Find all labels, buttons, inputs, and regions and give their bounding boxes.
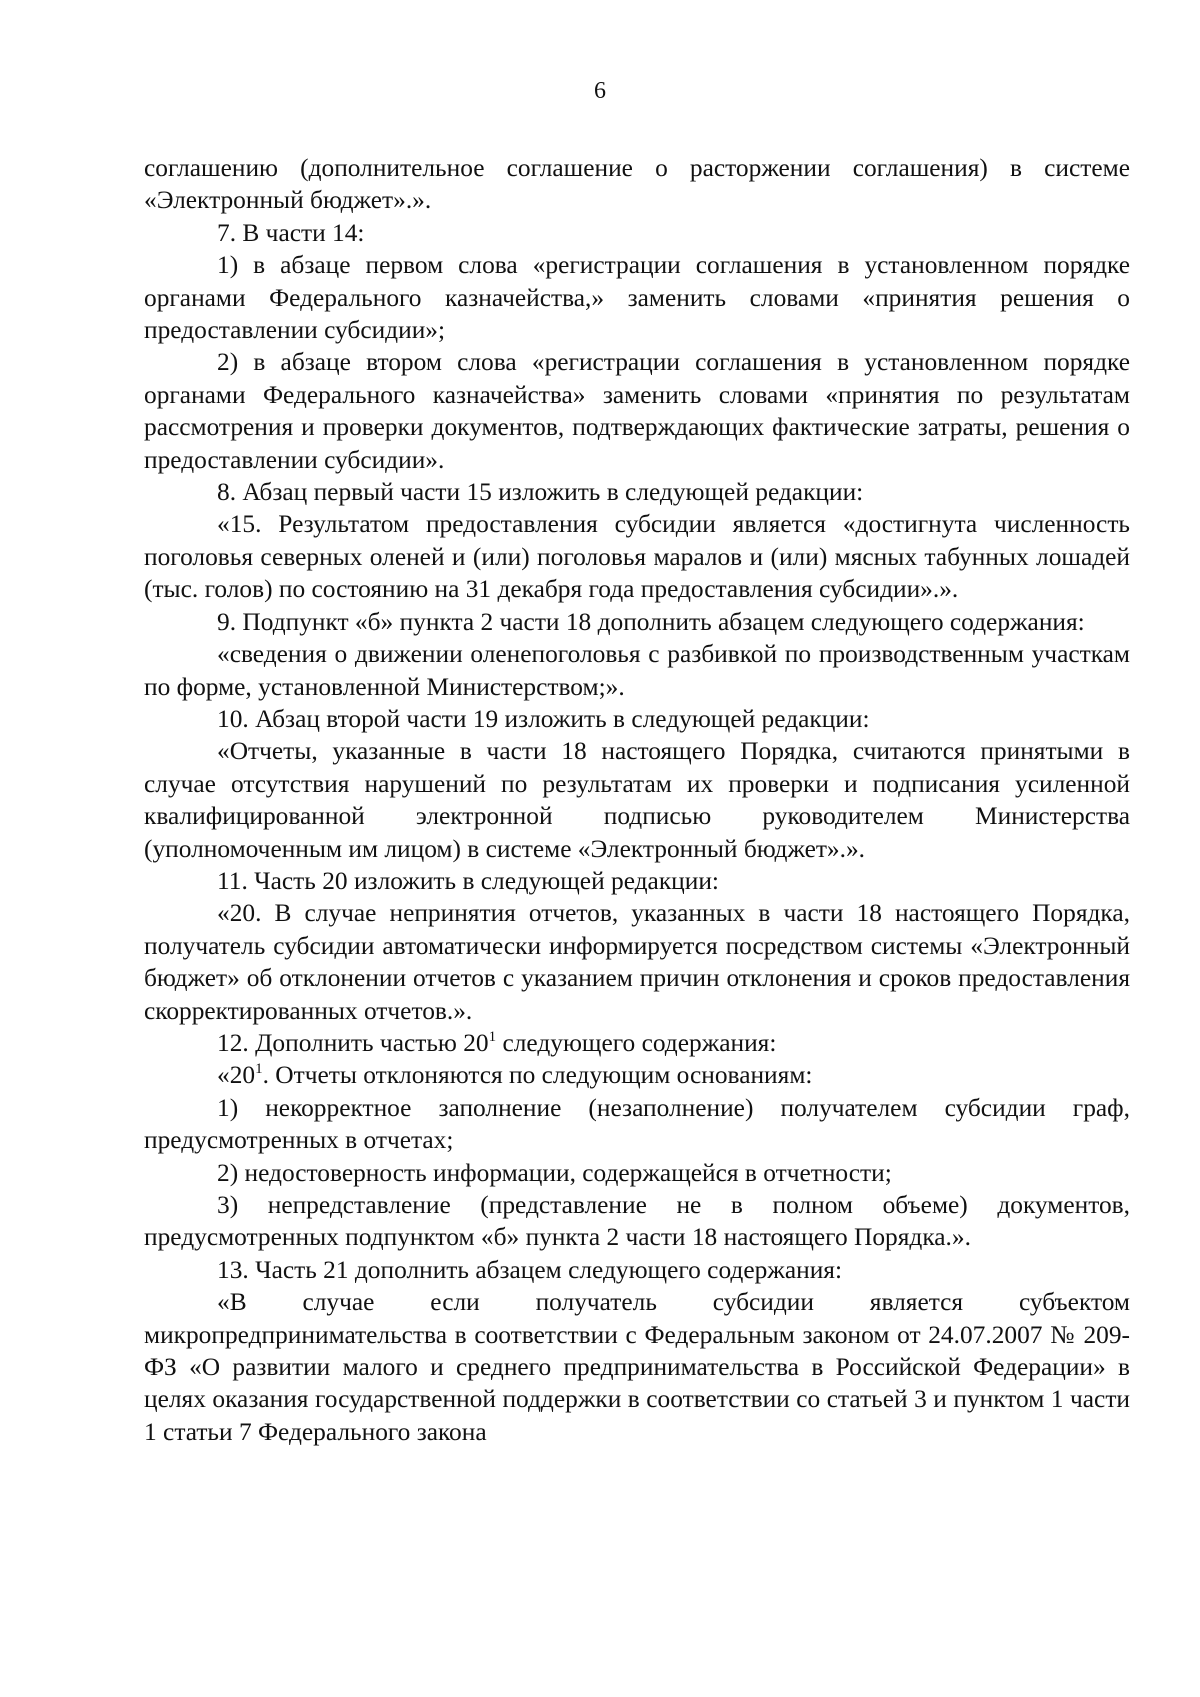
- paragraph-item-8-text: «15. Результатом предоставления субсидии является «достигнута численность поголовья северных оленей и (или) поголовья маралов и (или) мясных табунных лошадей (тыс. голов) по состоянию на 31 декабря года предоставления субсидии».».: [144, 510, 1130, 604]
- paragraph-item-12-before: 12. Дополнить частью 20: [217, 1028, 489, 1057]
- superscript-marker: 1: [255, 1061, 263, 1078]
- paragraph-item-7-1: 1) в абзаце первом слова «регистрации соглашения в установленном порядке органами Федерального казначейства,» заменить словами «принятия решения о предоставлении субсидии»;: [144, 251, 1130, 345]
- paragraph-item-13: 13. Часть 21 дополнить абзацем следующего содержания:: [217, 1255, 843, 1284]
- paragraph-item-12-text-before: «20: [217, 1061, 256, 1090]
- paragraph-item-10-text: «Отчеты, указанные в части 18 настоящего Порядка, считаются принятыми в случае отсутствия нарушений по результатам их проверки и подписания усиленной квалифицированной электронной подписью руководителем Министерства (уполномоченным им лицом) в системе «Электронный бюджет».».: [144, 737, 1130, 863]
- paragraph-item-12-1: 1) некорректное заполнение (незаполнение) получателем субсидии граф, предусмотренных в отчетах;: [144, 1093, 1130, 1155]
- paragraph-item-12: [144, 1027, 1130, 1059]
- paragraph-item-12-text-after: . Отчеты отклоняются по следующим основаниям:: [262, 1061, 813, 1090]
- paragraph-item-11: 11. Часть 20 изложить в следующей редакции:: [217, 866, 719, 895]
- paragraph-item-7-2: 2) в абзаце втором слова «регистрации соглашения в установленном порядке органами Федерального казначейства» заменить словами «принятия по результатам рассмотрения и проверки документов, подтверждающих фактические затраты, решения о предоставлении субсидии».: [144, 348, 1130, 474]
- paragraph-continuation: соглашению (дополнительное соглашение о расторжении соглашения) в системе «Электронный бюджет».».: [144, 154, 1130, 215]
- paragraph-item-9: 9. Подпункт «б» пункта 2 части 18 дополнить абзацем следующего содержания:: [217, 607, 1085, 636]
- paragraph-item-11-text: «20. В случае непринятия отчетов, указанных в части 18 настоящего Порядка, получатель субсидии автоматически информируется посредством системы «Электронный бюджет» об отклонении отчетов с указанием причин отклонения и сроков предоставления скорректированных отчетов.».: [144, 899, 1130, 1025]
- paragraph-item-8: 8. Абзац первый части 15 изложить в следующей редакции:: [217, 478, 864, 507]
- paragraph-item-9-text: «сведения о движении оленепоголовья с разбивкой по производственным участкам по форме, установленной Министерством;».: [144, 640, 1130, 701]
- paragraph-item-13-text: «В случае если получатель субсидии является субъектом микропредпринимательства в соответствии с Федеральным законом от 24.07.2007 № 209-ФЗ «О развитии малого и среднего предпринимательства в Российской Федерации» в целях оказания государственной поддержки в соответствии со статьей 3 и пунктом 1 части 1 статьи 7 Федерального закона: [144, 1288, 1130, 1446]
- paragraph-item-12-3: 3) непредставление (представление не в полном объеме) документов, предусмотренных подпунктом «б» пункта 2 части 18 настоящего Порядка.».: [144, 1191, 1130, 1252]
- paragraph-item-10: 10. Абзац второй части 19 изложить в следующей редакции:: [217, 704, 870, 733]
- page-number: 6: [594, 78, 606, 104]
- document-body: [144, 152, 1130, 1448]
- paragraph-item-12-after: следующего содержания:: [496, 1028, 777, 1057]
- paragraph-item-12-2: 2) недостоверность информации, содержащейся в отчетности;: [217, 1158, 892, 1187]
- paragraph-item-12-text: [144, 1059, 1130, 1091]
- paragraph-item-7: 7. В части 14:: [217, 218, 365, 247]
- superscript-marker: 1: [488, 1028, 497, 1045]
